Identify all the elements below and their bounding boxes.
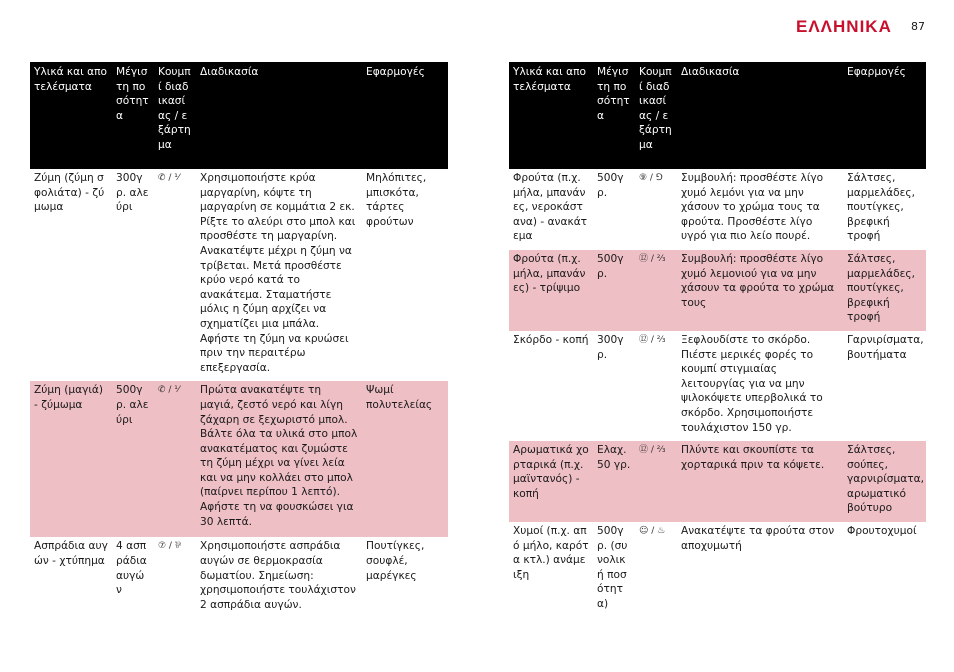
quantity-cell: 300γρ. αλεύρι: [116, 172, 149, 214]
applications-cell: Σάλτσες, σούπες, γαρνιρίσματα, αρωματικό βούτυρο: [847, 444, 924, 515]
table-row: [509, 522, 926, 618]
table-row: [30, 169, 448, 381]
button-attachment-icon: ✆ / ⅟: [158, 173, 180, 183]
page-number: 87: [911, 20, 925, 33]
col-button-attachment: Κουμπί διαδικασίας / εξάρτημα: [639, 66, 672, 151]
button-attachment-icon: ⑨ / ⅁: [639, 173, 663, 183]
col-ingredients: Υλικά και αποτελέσματα: [34, 66, 107, 93]
col-applications: Εφαρμογές: [847, 66, 906, 78]
applications-cell: Γαρνιρίσματα, βουτήματα: [847, 333, 924, 361]
button-attachment-icon: ✆ / ⅟: [158, 385, 180, 396]
button-attachment-icon: ⑦ / ⅌: [158, 541, 181, 552]
button-attachment-icon: ☺ / ♨: [639, 526, 666, 537]
table-row: [30, 381, 448, 537]
procedure-cell: Ξεφλουδίστε το σκόρδο. Πιέστε μερικές φορές το κουμπί στιγμιαίας λειτουργίας για να μην ψιλοκόψετε υπερβολικά το σκόρδο. Χρησιμοποιήστε τουλάχιστον 150 γρ.: [681, 333, 823, 434]
procedure-cell: Πλύντε και σκουπίστε τα χορταρικά πριν τα κόψετε.: [681, 444, 825, 471]
ingredient-cell: Σκόρδο - κοπή: [513, 333, 589, 346]
col-procedure: Διαδικασία: [681, 66, 740, 78]
quantity-cell: 300γρ.: [597, 333, 624, 361]
ingredient-cell: Ζύμη (ζύμη σφολιάτα) - ζύμωμα: [34, 172, 105, 214]
col-applications: Εφαρμογές: [366, 66, 425, 78]
quantity-cell: 500γρ.: [597, 252, 624, 280]
applications-cell: Φρουτοχυμοί: [847, 525, 917, 538]
ingredient-cell: Ζύμη (μαγιά) - ζύμωμα: [34, 384, 104, 411]
button-attachment-icon: ⑫ / ⅔: [639, 253, 666, 264]
quantity-cell: 500γρ. αλεύρι: [116, 384, 149, 426]
quantity-cell: Ελαχ. 50 γρ.: [597, 444, 631, 471]
procedure-cell: Πρώτα ανακατέψτε τη μαγιά, ζεστό νερό και λίγη ζάχαρη σε ξεχωριστό μπολ. Βάλτε όλα τα υλικά στο μπολ ανακατέματος και ζυμώστε τη ζύμη μέχρι να γίνει λεία και να μην κολλάει στο μπολ (παίρνει περίπου 1 λεπτό). Αφήστε τη να φουσκώσει για 30 λεπτά.: [200, 384, 358, 528]
col-button-attachment: Κουμπί διαδικασίας / εξάρτημα: [158, 66, 191, 151]
left-table-header: [30, 62, 448, 169]
table-row: [30, 537, 448, 618]
procedure-cell: Ανακατέψτε τα φρούτα στον αποχυμωτή: [681, 525, 835, 552]
ingredient-cell: Φρούτα (π.χ. μήλα, μπανάνες, νεροκάστανα) - ανακάτεμα: [513, 172, 588, 243]
applications-cell: Σάλτσες, μαρμελάδες, πουτίγκες, βρεφική τροφή: [847, 252, 915, 324]
applications-cell: Πουτίγκες, σουφλέ, μαρέγκες: [366, 540, 425, 582]
procedure-cell: Συμβουλή: προσθέστε λίγο χυμό λεμονιού για να μην χάσουν τα φρούτα το χρώμα τους: [681, 252, 835, 309]
ingredient-cell: Χυμοί (π.χ. από μήλο, καρότα κτλ.) ανάμειξη: [513, 525, 589, 581]
ingredient-cell: Ασπράδια αυγών - χτύπημα: [34, 540, 108, 567]
right-table: [509, 62, 926, 618]
table-row: [509, 331, 926, 441]
button-attachment-icon: ⑫ / ⅔: [639, 445, 666, 456]
procedure-cell: Χρησιμοποιήστε ασπράδια αυγών σε θερμοκρασία δωματίου. Σημείωση: χρησιμοποιήστε τουλάχιστον 2 ασπράδια αυγών.: [200, 540, 356, 611]
procedure-cell: Συμβουλή: προσθέστε λίγο χυμό λεμόνι για να μην χάσουν το χρώμα τους τα φρούτα. Προσθέστε λίγο υγρό για πιο λείο πουρέ.: [681, 172, 824, 243]
quantity-cell: 4 ασπράδια αυγών: [116, 540, 147, 597]
col-max-quantity: Μέγιστη ποσότητα: [116, 66, 149, 122]
applications-cell: Σάλτσες, μαρμελάδες, πουτίγκες, βρεφική τροφή: [847, 172, 915, 243]
table-row: [509, 169, 926, 250]
col-max-quantity: Μέγιστη ποσότητα: [597, 66, 630, 122]
col-procedure: Διαδικασία: [200, 66, 259, 78]
button-attachment-icon: ⑫ / ⅔: [639, 334, 666, 345]
procedure-cell: Χρησιμοποιήστε κρύα μαργαρίνη, κόψτε τη μαργαρίνη σε κομμάτια 2 εκ. Ρίξτε το αλεύρι στο μπολ και προσθέστε τη μαργαρίνη. Ανακατέψτε μέχρι η ζύμη να τρίβεται. Μετά προσθέστε κρύο νερό κατά το ανακάτεμα. Σταματήστε μόλις η ζύμη αρχίζει να σχηματίζει μια μπάλα. Αφήστε τη ζύμη να κρυώσει πριν την περαιτέρω επεξεργασία.: [200, 172, 356, 374]
ingredient-cell: Φρούτα (π.χ. μήλα, μπανάνες) - τρίψιμο: [513, 252, 586, 295]
table-row: [509, 441, 926, 522]
left-table: [30, 62, 448, 618]
language-label: ΕΛΛΗΝΙΚΑ: [796, 17, 892, 36]
applications-cell: Μηλόπιτες, μπισκότα, τάρτες φρούτων: [366, 172, 427, 228]
right-table-header: [509, 62, 926, 169]
quantity-cell: 500γρ. (συνολική ποσότητα): [597, 525, 628, 611]
col-ingredients: Υλικά και αποτελέσματα: [513, 66, 586, 93]
quantity-cell: 500γρ.: [597, 172, 624, 199]
table-row: [509, 250, 926, 331]
applications-cell: Ψωμί πολυτελείας: [366, 384, 433, 411]
ingredient-cell: Αρωματικά χορταρικά (π.χ. μαϊντανός) - κοπή: [513, 444, 589, 500]
